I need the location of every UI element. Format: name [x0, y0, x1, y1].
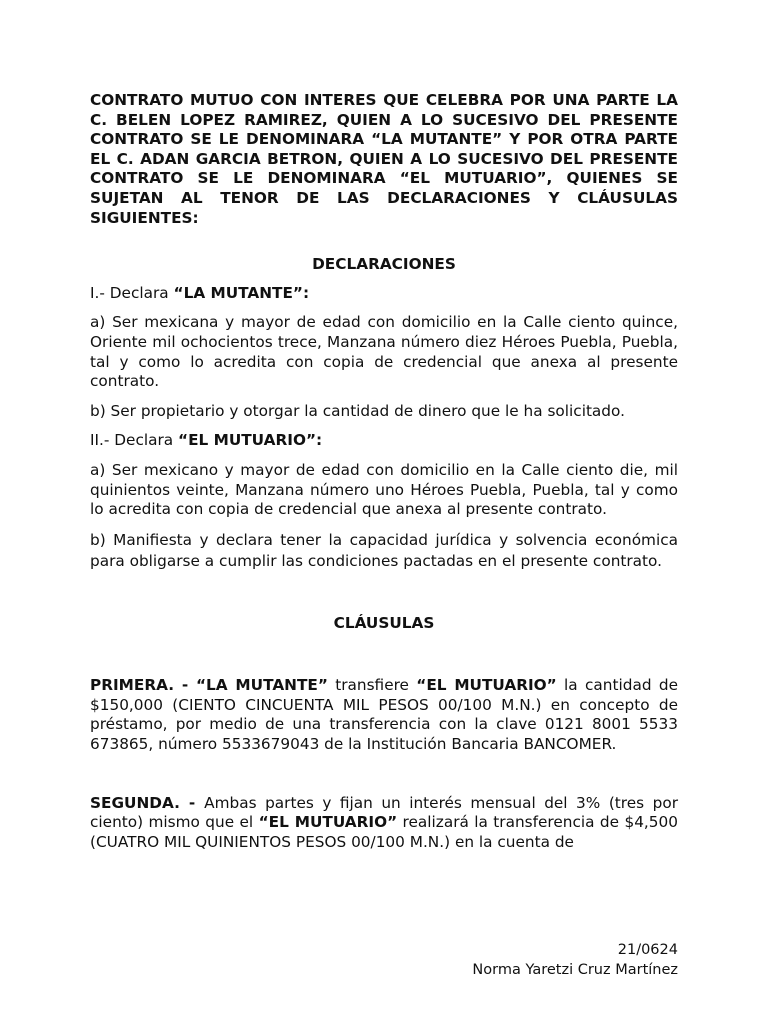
declara-mutante: [90, 284, 678, 304]
primera-label: PRIMERA. -: [90, 676, 196, 695]
segunda-party: “EL MUTUARIO”: [258, 813, 398, 832]
primera-party1: “LA MUTANTE”: [196, 676, 328, 695]
mutuario-name: “EL MUTUARIO”:: [178, 431, 323, 450]
primera-verb: transfiere: [327, 676, 417, 695]
segunda-text1: Ambas partes y fijan un interés mensual del 3% (tres por ciento) mismo que el: [90, 793, 678, 832]
segunda-text2: realizará la transferencia de $4,500 (CUATRO MIL QUINIENTOS PESOS 00/100 M.N.) en la cuenta de: [90, 813, 678, 851]
declara-mutante-prefix: I.- Declara: [90, 283, 174, 302]
mutante-item-b: b) Ser propietario y otorgar la cantidad de dinero que le ha solicitado.: [90, 401, 625, 420]
mutuario-item-a: a) Ser mexicano y mayor de edad con domicilio en la Calle ciento die, mil quinientos veinte, Manzana número uno Héroes Puebla, Puebla, tal y como lo acredita con copia de credencial que anexa al presente contrato.: [90, 460, 678, 519]
footer-code: 21/0624: [617, 942, 678, 958]
clausulas-heading: CLÁUSULAS: [333, 613, 435, 632]
mutante-name: “LA MUTANTE”:: [173, 283, 310, 302]
primera-party2: “EL MUTUARIO”: [416, 676, 557, 695]
page-footer: [472, 941, 678, 980]
mutante-item-a: a) Ser mexicana y mayor de edad con domicilio en la Calle ciento quince, Oriente mil ochocientos trece, Manzana número diez Héroes Puebla, Puebla, tal y como lo acredita con copia de credencial que anexa al presente contrato.: [90, 313, 678, 391]
clausula-segunda: [90, 794, 678, 853]
declara-mutuario-prefix: II.- Declara: [90, 431, 179, 450]
document-body: [90, 91, 678, 852]
clausula-primera: [90, 676, 678, 754]
declaraciones-heading: DECLARACIONES: [312, 255, 456, 274]
contract-title: CONTRATO MUTUO CON INTERES QUE CELEBRA POR UNA PARTE LA C. BELEN LOPEZ RAMIREZ, QUIEN A LO SUCESIVO DEL PRESENTE CONTRATO SE LE DENOMINARA “LA MUTANTE” Y POR OTRA PARTE EL C. ADAN GARCIA BETRON, QUIEN A LO SUCESIVO DEL PRESENTE CONTRATO SE LE DENOMINARA “EL MUTUARIO”, QUIENES SE SUJETAN AL TENOR DE LAS DECLARACIONES Y CLÁUSULAS SIGUIENTES:: [90, 91, 678, 227]
mutuario-item-b: b) Manifiesta y declara tener la capacidad jurídica y solvencia económica para obligarse a cumplir las condiciones pactadas en el presente contrato.: [90, 530, 678, 570]
declara-mutuario: [90, 431, 678, 451]
segunda-label: SEGUNDA. -: [90, 793, 205, 812]
footer-author: Norma Yaretzi Cruz Martínez: [472, 961, 678, 978]
primera-text: la cantidad de $150,000 (CIENTO CINCUENTA MIL PESOS 00/100 M.N.) en concepto de préstamo, por medio de una transferencia con la clave 0121 8001 5533 673865, número 5533679043 de la Institución Bancaria BANCOMER.: [90, 676, 678, 754]
